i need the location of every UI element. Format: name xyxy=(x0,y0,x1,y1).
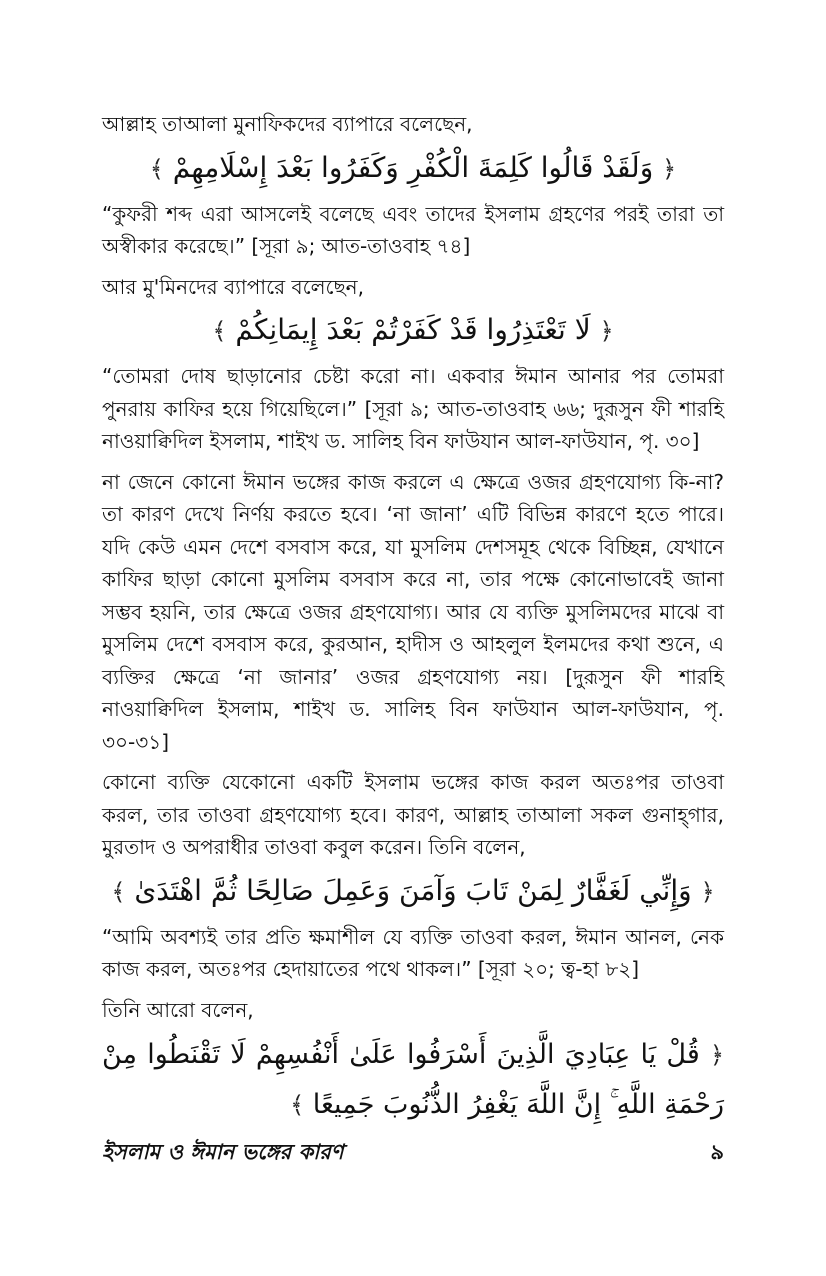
ayah-tawbah-66 xyxy=(102,307,724,354)
ayah-text: وَلَقَدْ قَالُوا كَلِمَةَ الْكُفْرِ وَكَفَرُوا بَعْدَ إِسْلَامِهِمْ xyxy=(172,150,654,184)
paragraph-translation-tawbah-66: “তোমরা দোষ ছাড়ানোর চেষ্টা করো না। একবার ঈমান আনার পর তোমরা পুনরায় কাফির হয়ে গিয়েছিলে।” [সূরা ৯; আত-তাওবাহ ৬৬; দুরূসুন ফী শারহি নাওয়াক্বিদিল ইসলাম, শাইখ ড. সালিহ বিন ফাউযান আল-ফাউযান, পৃ. ৩০] xyxy=(102,364,724,453)
paragraph-translation-taha-82: “আমি অবশ্যই তার প্রতি ক্ষমাশীল যে ব্যক্তি তাওবা করল, ঈমান আনল, নেক কাজ করল, অতঃপর হেদায়াতের পথে থাকল।” [সূরা ২০; ত্ব-হা ৮২] xyxy=(102,924,724,981)
page-footer xyxy=(102,1136,724,1168)
ayah-open-bracket: ﴿ xyxy=(662,154,677,183)
ayah-taha-82 xyxy=(102,868,724,915)
ayah-close-bracket: ﴾ xyxy=(149,154,164,183)
paragraph-intro-mumin: আর মু'মিনদের ব্যাপারে বলেছেন, xyxy=(102,274,364,299)
ayah-zumar-53 xyxy=(102,1030,724,1130)
ayah-close-bracket: ﴾ xyxy=(111,877,126,906)
paragraph-ignorance-excuse: না জেনে কোনো ঈমান ভঙ্গের কাজ করলে এ ক্ষেত্রে ওজর গ্রহণযোগ্য কি-না? তা কারণ দেখে নির্ণয় করতে হবে। ‘না জানা’ এটি বিভিন্ন কারণে হতে পারে। যদি কেউ এমন দেশে বসবাস করে, যা মুসলিম দেশসমূহ থেকে বিচ্ছিন্ন, যেখানে কাফির ছাড়া কোনো মুসলিম বসবাস করে না, তার পক্ষে কোনোভাবেই জানা সম্ভব হয়নি, তার ক্ষেত্রে ওজর গ্রহণযোগ্য। আর যে ব্যক্তি মুসলিমদের মাঝে বা মুসলিম দেশে বসবাস করে, কুরআন, হাদীস ও আহলুল ইলমদের কথা শুনে, এ ব্যক্তির ক্ষেত্রে ‘না জানার’ ওজর গ্রহণযোগ্য নয়। [দুরূসুন ফী শারহি নাওয়াক্বিদিল ইসলাম, শাইখ ড. সালিহ বিন ফাউযান আল-ফাউযান, পৃ. ৩০-৩১] xyxy=(102,469,724,754)
page-body xyxy=(102,108,724,1136)
ayah-text: وَإِنِّي لَغَفَّارٌ لِمَنْ تَابَ وَآمَنَ وَعَمِلَ صَالِحًا ثُمَّ اهْتَدَىٰ xyxy=(134,873,692,907)
book-title: ইসলাম ও ঈমান ভঙ্গের কারণ xyxy=(102,1140,344,1164)
ayah-open-bracket: ﴿ xyxy=(700,877,715,906)
page-number: ৯ xyxy=(710,1140,724,1164)
paragraph-intro-munafiq: আল্লাহ তাআলা মুনাফিকদের ব্যাপারে বলেছেন, xyxy=(102,112,473,136)
ayah-close-bracket: ﴾ xyxy=(290,1091,305,1119)
ayah-text: لَا تَعْتَذِرُوا قَدْ كَفَرْتُمْ بَعْدَ إِيمَانِكُمْ xyxy=(235,313,591,346)
paragraph-translation-tawbah-74: “কুফরী শব্দ এরা আসলেই বলেছে এবং তাদের ইসলাম গ্রহণের পরই তারা তা অস্বীকার করেছে।” [সূরা ৯; আত-তাওবাহ ৭৪] xyxy=(102,201,724,258)
ayah-tawbah-74 xyxy=(102,145,724,192)
ayah-close-bracket: ﴾ xyxy=(212,317,227,345)
paragraph-intro-zumar: তিনি আরো বলেন, xyxy=(102,997,254,1022)
ayah-text: قُلْ يَا عِبَادِيَ الَّذِينَ أَسْرَفُوا عَلَىٰ أَنْفُسِهِمْ لَا تَقْنَطُوا مِنْ رَحْمَةِ اللَّهِ ۚ إِنَّ اللَّهَ يَغْفِرُ الذُّنُوبَ جَمِيعًا xyxy=(102,1039,724,1120)
paragraph-repentance: কোনো ব্যক্তি যেকোনো একটি ইসলাম ভঙ্গের কাজ করল অতঃপর তাওবা করল, তার তাওবা গ্রহণযোগ্য হবে। কারণ, আল্লাহ তাআলা সকল গুনাহ্‌গার, মুরতাদ ও অপরাধীর তাওবা কবুল করেন। তিনি বলেন, xyxy=(102,770,724,859)
ayah-open-bracket: ﴿ xyxy=(709,1041,724,1069)
ayah-open-bracket: ﴿ xyxy=(599,317,614,345)
